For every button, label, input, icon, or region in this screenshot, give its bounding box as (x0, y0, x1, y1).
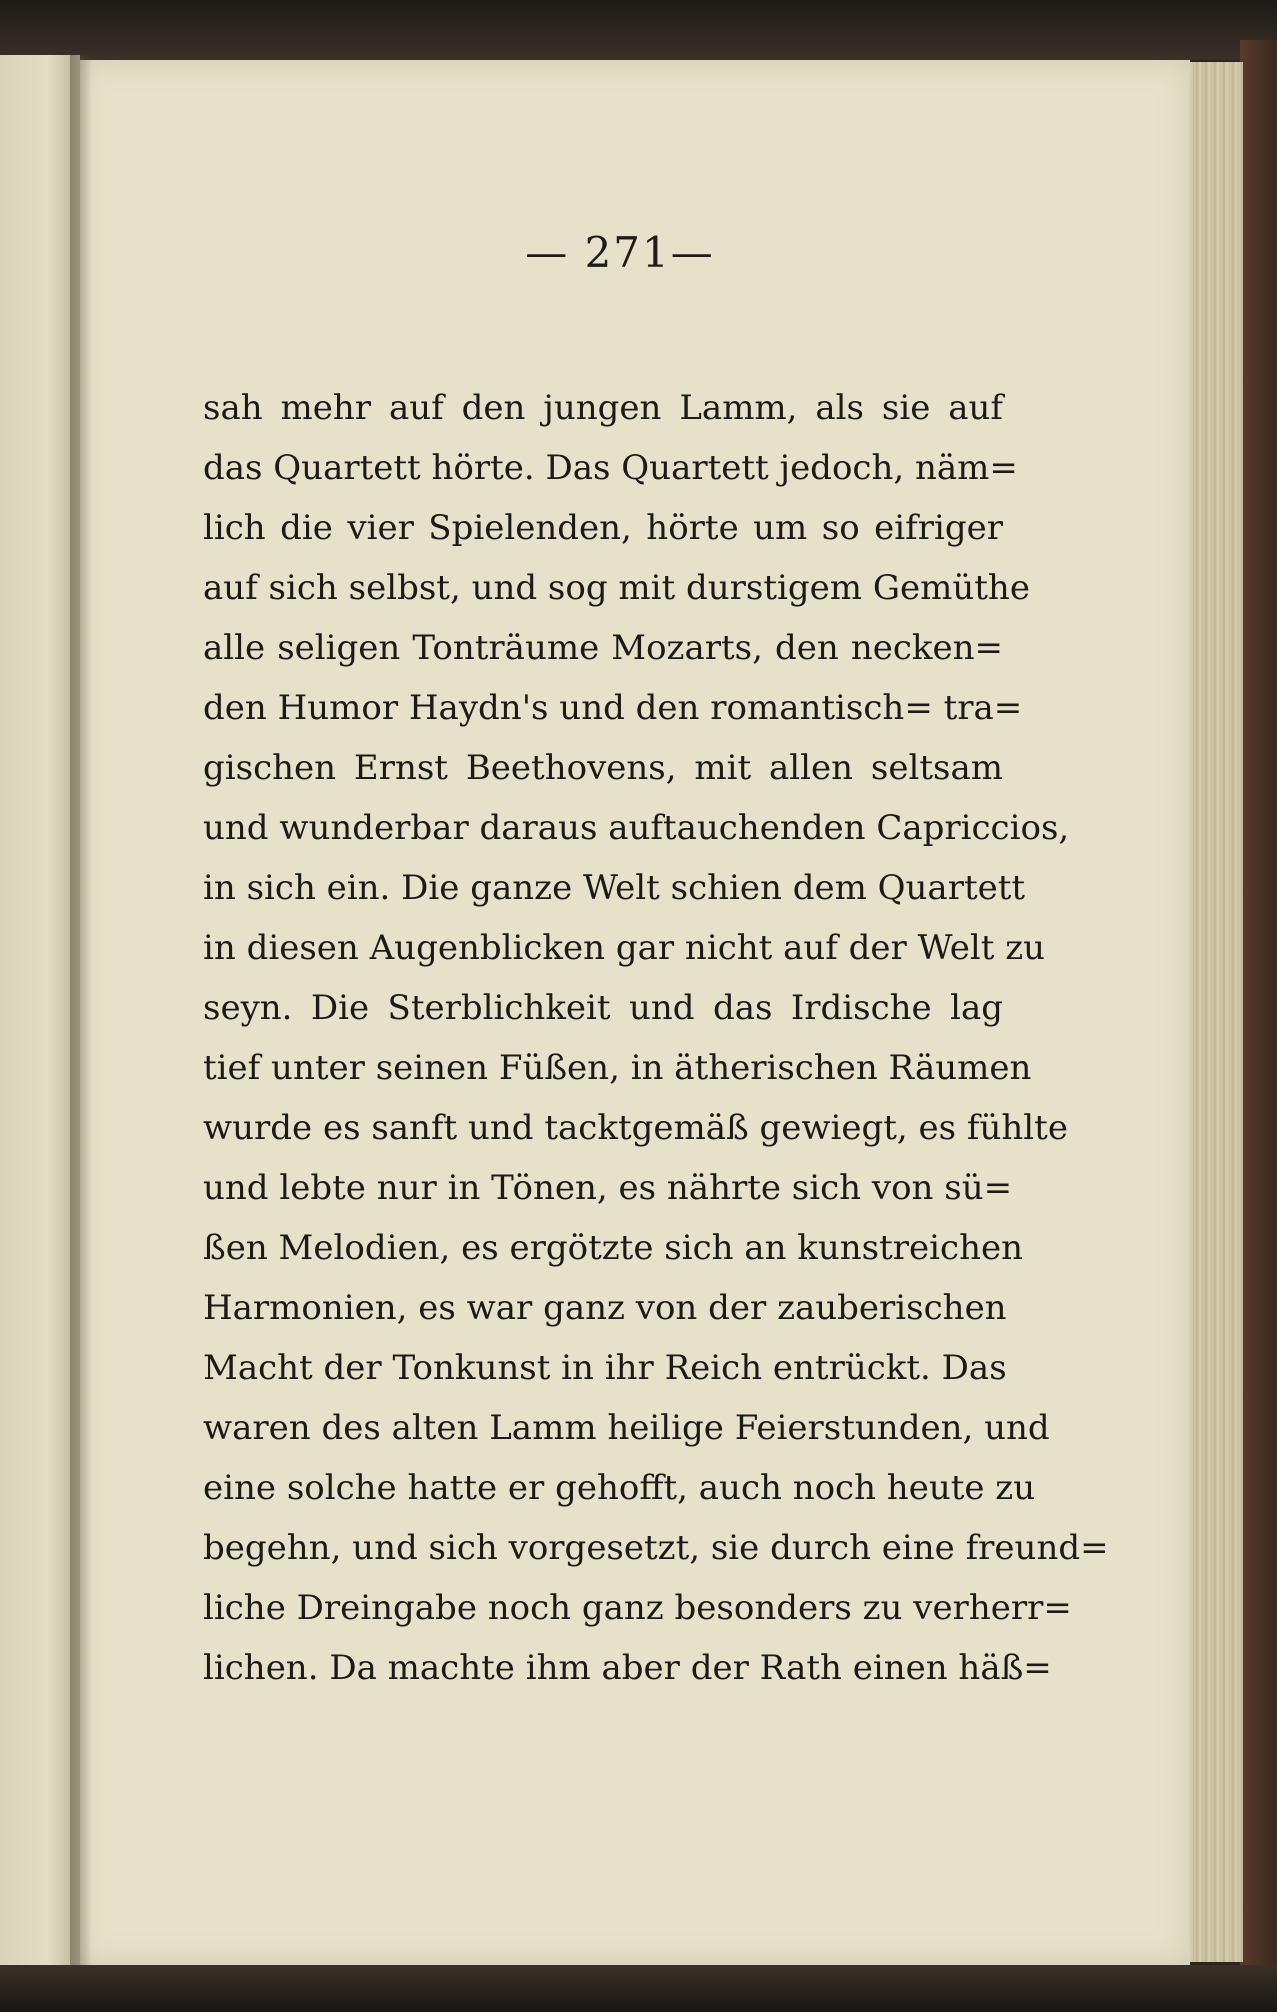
text-line: lich die vier Spielenden, hörte um so eifriger (203, 508, 1003, 548)
book-cover-bottom (0, 1965, 1277, 2012)
text-line: und wunderbar daraus auftauchenden Capriccios, (203, 808, 1070, 848)
text-line: ßen Melodien, es ergötzte sich an kunstreichen (203, 1228, 1024, 1268)
text-line: sah mehr auf den jungen Lamm, als sie auf (203, 388, 1003, 428)
text-line: auf sich selbst, und sog mit durstigem Gemüthe (203, 568, 1030, 608)
body-text (203, 378, 1109, 1698)
text-line: lichen. Da machte ihm aber der Rath einen häß= (203, 1648, 1052, 1688)
text-line: in sich ein. Die ganze Welt schien dem Quartett (203, 868, 1026, 908)
text-line: Harmonien, es war ganz von der zauberischen (203, 1288, 1007, 1328)
text-line: liche Dreingabe noch ganz besonders zu verherr= (203, 1588, 1072, 1628)
book-cover-top (0, 0, 1277, 60)
text-line: das Quartett hörte. Das Quartett jedoch, näm= (203, 448, 1018, 488)
book-cover-edge (1240, 40, 1277, 1980)
text-line: Macht der Tonkunst in ihr Reich entrückt. Das (203, 1348, 1007, 1388)
text-line: tief unter seinen Füßen, in ätherischen Räumen (203, 1048, 1032, 1088)
text-line: den Humor Haydn's und den romantisch= tra= (203, 688, 1023, 728)
text-line: und lebte nur in Tönen, es nährte sich von sü= (203, 1168, 1013, 1208)
facing-page (0, 55, 80, 1970)
text-line: seyn. Die Sterblichkeit und das Irdische lag (203, 988, 1003, 1028)
text-line: eine solche hatte er gehofft, auch noch heute zu (203, 1468, 1036, 1508)
text-line: begehn, und sich vorgesetzt, sie durch eine freund= (203, 1528, 1109, 1568)
page-number: — 271— (525, 228, 715, 277)
page-edges (1185, 62, 1243, 1962)
text-line: waren des alten Lamm heilige Feierstunden, und (203, 1408, 1050, 1448)
text-line: gischen Ernst Beethovens, mit allen seltsam (203, 748, 1003, 788)
text-line: in diesen Augenblicken gar nicht auf der Welt zu (203, 928, 1046, 968)
text-line: wurde es sanft und tacktgemäß gewiegt, es fühlte (203, 1108, 1068, 1148)
text-line: alle seligen Tonträume Mozarts, den necken= (203, 628, 1003, 668)
book-gutter (70, 55, 92, 1970)
